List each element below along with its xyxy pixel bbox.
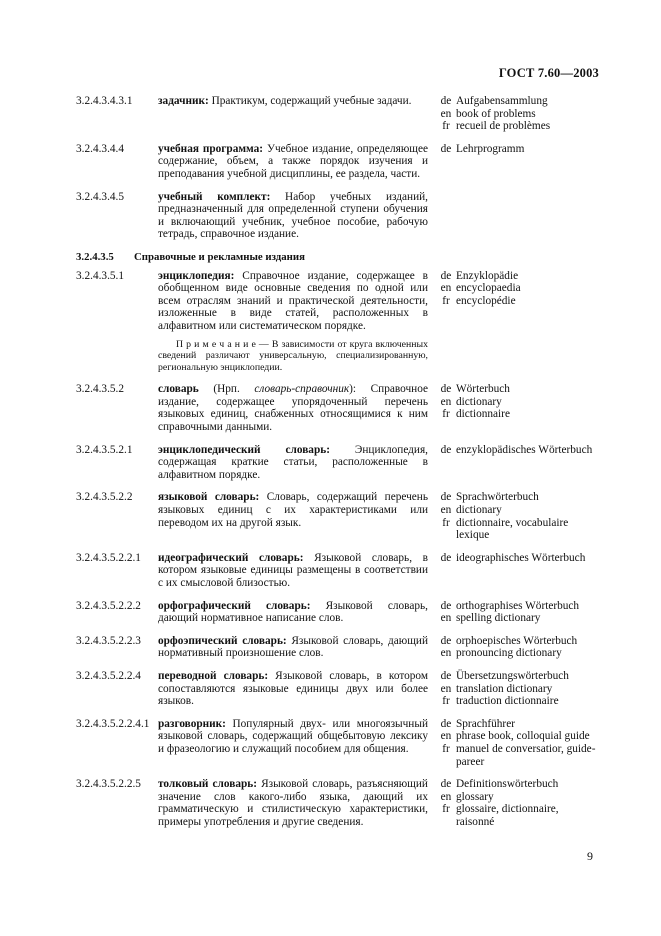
- entry-equivalents: [436, 143, 596, 181]
- equivalent-term: pronouncing dictionary: [456, 647, 562, 660]
- entry-definition: [158, 444, 428, 482]
- equivalent-term: Übersetzungswörterbuch: [456, 669, 569, 682]
- entry-equivalents: [436, 95, 596, 133]
- entry-number: 3.2.4.3.5.1: [76, 269, 125, 282]
- entry-term: орфографический словарь:: [158, 599, 311, 612]
- entry-term: учебный комплект:: [158, 190, 271, 203]
- entry-equivalents: [436, 670, 596, 708]
- equivalent-row: [436, 647, 596, 660]
- equivalent-term: orphoepisches Wörterbuch: [456, 634, 578, 647]
- equivalent-row: [436, 670, 596, 683]
- equivalent-term: orthographises Wörterbuch: [456, 599, 580, 612]
- entry-term: учебная программа:: [158, 142, 264, 155]
- equivalent-lang: de: [440, 717, 452, 730]
- equivalent-lang: de: [440, 269, 452, 282]
- equivalent-lang: fr: [442, 742, 450, 755]
- entry-equivalents: [436, 383, 596, 433]
- equivalent-row: [436, 120, 596, 133]
- term-entry: [76, 444, 596, 482]
- entry-equivalents: [436, 270, 596, 374]
- entry-equivalents: [436, 444, 596, 482]
- equivalent-term: manuel de conversatior, guide-pareer: [456, 742, 596, 768]
- entry-term: переводной словарь:: [158, 669, 269, 682]
- section-heading: [76, 251, 596, 264]
- equivalent-row: [436, 517, 596, 542]
- entry-term: словарь: [158, 383, 199, 396]
- entry-definition-text: Языковой словарь, разъясняющий значение слов какого-либо языка, дающий их грамматическую и стилистическую характеристики, примеры употребления и другие сведения.: [158, 778, 428, 828]
- entry-definition: [158, 491, 428, 541]
- entry-definition: [158, 143, 428, 181]
- entry-equivalents: [436, 191, 596, 241]
- term-entry: [76, 143, 596, 181]
- equivalent-lang: fr: [442, 120, 450, 133]
- entry-term: разговорник:: [158, 717, 226, 730]
- equivalent-lang: en: [440, 647, 452, 660]
- equivalent-row: [436, 408, 596, 421]
- equivalent-row: [436, 791, 596, 804]
- entry-equivalents: [436, 491, 596, 541]
- equivalent-lang: de: [440, 551, 452, 564]
- equivalent-lang: en: [440, 107, 452, 120]
- equivalent-lang: fr: [442, 803, 450, 816]
- equivalent-lang: en: [440, 730, 452, 743]
- section-number: 3.2.4.3.5: [76, 250, 114, 263]
- equivalent-lang: de: [440, 383, 452, 396]
- entry-definition-text: Языковой словарь, дающий нормативный произношение слов.: [158, 634, 428, 660]
- equivalent-row: [436, 695, 596, 708]
- entry-number: 3.2.4.3.5.2.1: [76, 443, 133, 456]
- equivalent-row: [436, 504, 596, 517]
- entry-number: 3.2.4.3.5.2.2.5: [76, 778, 141, 791]
- equivalent-row: [436, 270, 596, 283]
- equivalent-term: dictionary: [456, 395, 502, 408]
- entry-definition: [158, 95, 428, 133]
- equivalent-row: [436, 444, 596, 457]
- entry-definition-text: Языковой словарь, в котором языковые единицы размещены в соответствии с их смысловой близостью.: [158, 551, 428, 589]
- entry-term: идеографический словарь:: [158, 551, 304, 564]
- entry-definition: [158, 552, 428, 590]
- equivalent-term: traduction dictionnaire: [456, 695, 559, 708]
- equivalent-lang: de: [440, 95, 452, 107]
- equivalent-term: glossaire, dictionnaire, raisonné: [456, 803, 559, 828]
- equivalent-term: dictionary: [456, 504, 502, 517]
- equivalent-row: [436, 95, 596, 108]
- entry-number: 3.2.4.3.5.2.2.1: [76, 551, 141, 564]
- term-entry: [76, 491, 596, 541]
- equivalent-term: phrase book, colloquial guide: [456, 730, 590, 743]
- entry-definition-text: Популярный двух- или многоязычный языковой словарь, содержащий общебытовую лексику и фразеологию и служащий пособием для общения.: [158, 717, 428, 755]
- entries-group-after: [76, 270, 596, 829]
- equivalent-row: [436, 600, 596, 613]
- entry-definition: [158, 670, 428, 708]
- equivalent-row: [436, 383, 596, 396]
- term-entry: [76, 670, 596, 708]
- entry-definition-prefix: (Нрп.: [213, 383, 255, 396]
- equivalent-term: Sprachführer: [456, 717, 515, 730]
- equivalent-term: book of problems: [456, 107, 536, 120]
- page-header-standard: ГОСТ 7.60—2003: [498, 66, 599, 80]
- equivalent-term: dictionnaire: [456, 408, 510, 421]
- equivalent-term: spelling dictionary: [456, 612, 541, 625]
- entry-definition-text: Набор учебных изданий, предназначенный для определенной ступени обучения и включающий учебник, учебное пособие, рабочую тетрадь, справочное издание.: [158, 190, 428, 241]
- entry-definition-text: Энциклопедия, содержащая краткие статьи, расположенные в алфавитном порядке.: [158, 443, 428, 481]
- equivalent-row: [436, 718, 596, 731]
- equivalent-term: Enzyklopädie: [456, 269, 519, 282]
- equivalent-lang: en: [440, 282, 452, 295]
- entry-definition-text: Языковой словарь, в котором сопоставляются языковые единицы двух или более языков.: [158, 669, 428, 708]
- equivalent-lang: fr: [442, 516, 450, 529]
- equivalent-lang: de: [440, 443, 452, 456]
- entry-definition-italic: словарь-справочник: [254, 383, 350, 396]
- entry-number: 3.2.4.3.4.3.1: [76, 95, 133, 107]
- entries-group-before: [76, 95, 596, 241]
- equivalent-lang: en: [440, 682, 452, 695]
- entry-term: энциклопедический словарь:: [158, 443, 330, 456]
- term-entry: [76, 635, 596, 660]
- entry-term: задачник:: [158, 95, 209, 107]
- equivalent-lang: de: [440, 778, 452, 791]
- entry-number: 3.2.4.3.5.2: [76, 383, 125, 396]
- terms-table: [76, 95, 596, 839]
- equivalent-row: [436, 778, 596, 791]
- equivalent-lang: en: [440, 504, 452, 517]
- term-entry: [76, 191, 596, 241]
- term-entry: [76, 778, 596, 828]
- entry-equivalents: [436, 635, 596, 660]
- entry-term: толковый словарь:: [158, 778, 257, 791]
- equivalent-term: Lehrprogramm: [456, 142, 525, 155]
- entry-definition: [158, 718, 428, 768]
- entry-number: 3.2.4.3.5.2.2.2: [76, 599, 141, 612]
- equivalent-term: enzyklopädisches Wörterbuch: [456, 443, 593, 456]
- equivalent-lang: fr: [442, 294, 450, 307]
- equivalent-row: [436, 635, 596, 648]
- entry-definition: [158, 635, 428, 660]
- entry-definition-text: ): Справочное издание, содержащее упорядоченный перечень языковых единиц, снабженных относящимися к ним справочными данными.: [158, 383, 429, 434]
- entry-definition: [158, 270, 428, 374]
- equivalent-row: [436, 491, 596, 504]
- entry-definition-text: Словарь, содержащий перечень языковых единиц с их характеристиками или переводом их на другой язык.: [158, 491, 428, 529]
- equivalent-row: [436, 803, 596, 828]
- entry-definition-text: Языковой словарь, дающий нормативное написание слов.: [158, 599, 428, 625]
- equivalent-term: ideographisches Wörterbuch: [456, 551, 586, 564]
- entry-term: энциклопедия:: [158, 269, 235, 282]
- equivalent-term: recueil de problèmes: [456, 120, 551, 133]
- entry-definition: [158, 778, 428, 828]
- equivalent-term: glossary: [456, 790, 494, 803]
- equivalent-row: [436, 295, 596, 308]
- page-number: 9: [587, 849, 593, 863]
- equivalent-lang: de: [440, 142, 452, 155]
- equivalent-row: [436, 282, 596, 295]
- equivalent-row: [436, 396, 596, 409]
- entry-term: языковой словарь:: [158, 491, 260, 504]
- equivalent-lang: de: [440, 491, 452, 504]
- entry-term: орфоэпический словарь:: [158, 634, 287, 647]
- term-entry: [76, 552, 596, 590]
- entry-number: 3.2.4.3.5.2.2.4: [76, 669, 141, 682]
- equivalent-row: [436, 743, 596, 768]
- entry-number: 3.2.4.3.4.4: [76, 142, 125, 155]
- equivalent-term: encyclopédie: [456, 294, 516, 307]
- equivalent-row: [436, 683, 596, 696]
- entry-definition-text: Практикум, содержащий учебные задачи.: [211, 95, 412, 107]
- equivalent-term: Definitionswörterbuch: [456, 778, 559, 791]
- equivalent-term: dictionnaire, vocabulaire lexique: [456, 516, 569, 542]
- entry-note: П р и м е ч а н и е — В зависимости от круга включенных сведений различают универсальную, специализированную, региональную энциклопедии.: [158, 338, 428, 373]
- entry-equivalents: [436, 778, 596, 828]
- entry-definition-text: Справочное издание, содержащее в обобщенном виде основные сведения по одной или всем отраслям знаний и практической деятельности, изложенные в виде статей, расположенных в алфавитном или систематическом порядке.: [158, 269, 428, 332]
- equivalent-lang: en: [440, 612, 452, 625]
- entry-definition: [158, 383, 428, 433]
- section-title: Справочные и рекламные издания: [134, 250, 305, 263]
- equivalent-row: [436, 143, 596, 156]
- term-entry: [76, 270, 596, 374]
- equivalent-lang: fr: [442, 695, 450, 708]
- entry-number: 3.2.4.3.5.2.2.3: [76, 634, 141, 647]
- equivalent-lang: en: [440, 790, 452, 803]
- entry-equivalents: [436, 552, 596, 590]
- entry-definition-text: Учебное издание, определяющее содержание, объем, а также порядок изучения и преподавания учебной дисциплины, ее раздела, части.: [158, 142, 429, 180]
- term-entry: [76, 383, 596, 433]
- term-entry: [76, 95, 596, 133]
- equivalent-row: [436, 108, 596, 121]
- entry-number: 3.2.4.3.5.2.2: [76, 491, 133, 504]
- equivalent-lang: de: [440, 599, 452, 612]
- entry-equivalents: [436, 600, 596, 625]
- entry-equivalents: [436, 718, 596, 768]
- equivalent-row: [436, 552, 596, 565]
- equivalent-term: Sprachwörterbuch: [456, 491, 539, 504]
- equivalent-row: [436, 612, 596, 625]
- equivalent-term: translation dictionary: [456, 682, 553, 695]
- entry-number: 3.2.4.3.4.5: [76, 190, 125, 203]
- term-entry: [76, 718, 596, 768]
- entry-number: 3.2.4.3.5.2.2.4.1: [76, 717, 150, 730]
- equivalent-lang: en: [440, 395, 452, 408]
- equivalent-row: [436, 730, 596, 743]
- entry-definition: [158, 600, 428, 625]
- term-entry: [76, 600, 596, 625]
- equivalent-term: Wörterbuch: [456, 383, 510, 396]
- equivalent-term: Aufgabensammlung: [456, 95, 548, 107]
- equivalent-lang: fr: [442, 408, 450, 421]
- equivalent-lang: de: [440, 634, 452, 647]
- equivalent-term: encyclopaedia: [456, 282, 521, 295]
- entry-definition: [158, 191, 428, 241]
- equivalent-lang: de: [440, 669, 452, 682]
